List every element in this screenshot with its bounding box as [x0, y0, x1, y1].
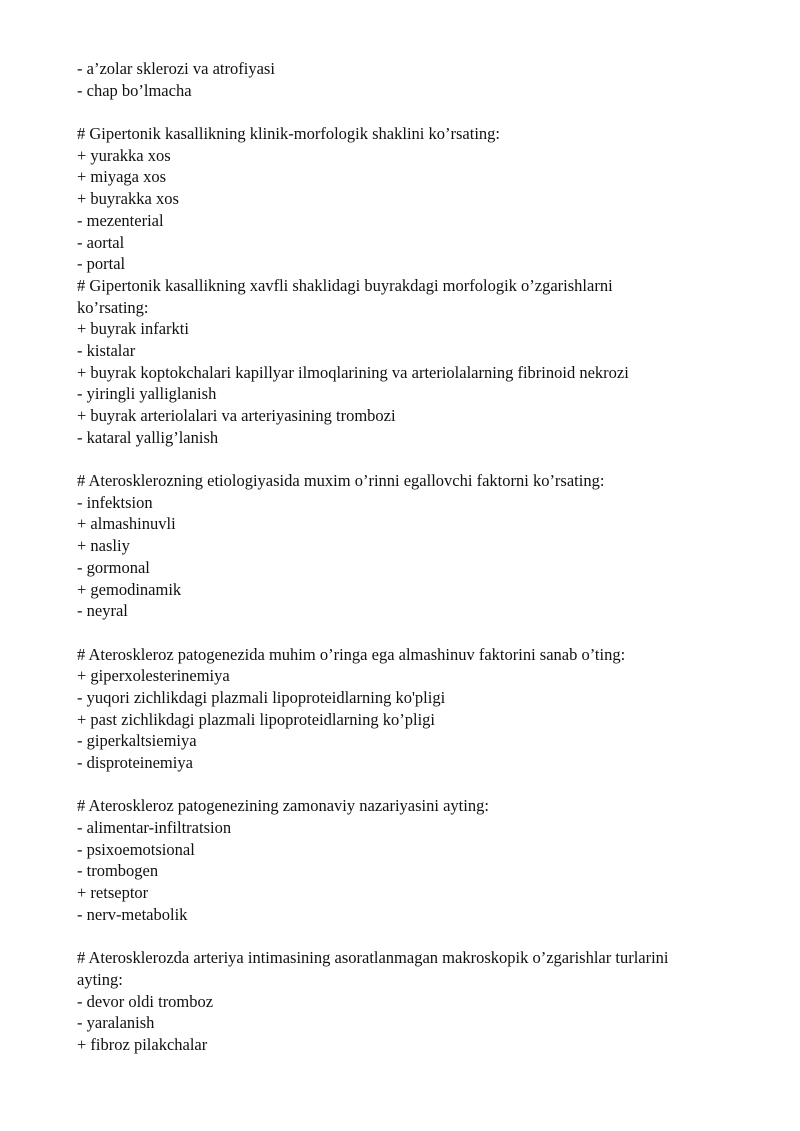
blank-line — [77, 101, 767, 123]
correct-answer-line: + buyrak arteriolalari va arteriyasining trombozi — [77, 406, 396, 425]
correct-answer-line: + gemodinamik — [77, 579, 182, 599]
answer-line: - nerv-metabolik — [77, 904, 188, 924]
question-line: # Gipertonik kasallikning klinik-morfologik shaklini ko’rsating: — [77, 124, 500, 144]
text-line: ko’rsating: — [77, 297, 149, 317]
blank-line — [77, 622, 767, 644]
blank-line — [77, 926, 767, 948]
correct-answer-line: + miyaga xos — [77, 167, 167, 187]
answer-line: - psixoemotsional — [77, 839, 195, 859]
correct-answer-line: + retseptor — [77, 883, 149, 903]
correct-answer-line: + past zichlikdagi plazmali lipoproteidlarning ko’pligi — [77, 709, 436, 729]
question-line: # Ateroskleroz patogenezida muhim o’ringa ega almashinuv faktorini sanab o’ting: — [77, 644, 626, 664]
correct-answer-line: + giperxolesterinemiya — [77, 666, 230, 686]
answer-line: - yiringli yalliglanish — [77, 384, 217, 404]
correct-answer-line: + buyrakka xos — [77, 189, 179, 209]
correct-answer-line: + yurakka xos — [77, 145, 171, 165]
answer-line: - neyral — [77, 601, 128, 621]
correct-answer-line: + buyrak infarkti — [77, 319, 189, 339]
answer-line: - yaralanish — [77, 1013, 155, 1033]
text-line: ayting: — [77, 969, 123, 989]
correct-answer-line: + fibroz pilakchalar — [77, 1034, 208, 1054]
question-line: # Aterosklerozda arteriya intimasining asoratlanmagan makroskopik o’zgarishlar turlarini — [77, 948, 669, 968]
answer-line: - gormonal — [77, 557, 150, 577]
document-text — [77, 58, 767, 1056]
answer-line: - yuqori zichlikdagi plazmali lipoproteidlarning ko'pligi — [77, 687, 446, 707]
answer-line: - portal — [77, 254, 126, 274]
blank-line — [77, 448, 767, 470]
answer-line: - devor oldi tromboz — [77, 991, 214, 1011]
answer-line: - a’zolar sklerozi va atrofiyasi — [77, 59, 275, 78]
question-line: # Gipertonik kasallikning xavfli shaklidagi buyrakdagi morfologik o’zgarishlarni — [77, 275, 613, 295]
blank-line — [77, 774, 767, 796]
answer-line: - giperkaltsiemiya — [77, 731, 197, 751]
answer-line: - disproteinemiya — [77, 753, 193, 772]
answer-line: - chap bo’lmacha — [77, 80, 192, 100]
question-line: # Aterosklerozning etiologiyasida muxim o’rinni egallovchi faktorni ko’rsating: — [77, 471, 605, 491]
answer-line: - aortal — [77, 232, 125, 252]
question-line: # Ateroskleroz patogenezining zamonaviy nazariyasini ayting: — [77, 796, 489, 816]
answer-line: - infektsion — [77, 492, 153, 512]
answer-line: - kataral yallig’lanish — [77, 427, 219, 447]
correct-answer-line: + buyrak koptokchalari kapillyar ilmoqlarining va arteriolalarning fibrinoid nekrozi — [77, 362, 629, 382]
answer-line: - trombogen — [77, 861, 159, 881]
correct-answer-line: + nasliy — [77, 536, 130, 556]
answer-line: - alimentar-infiltratsion — [77, 818, 232, 838]
correct-answer-line: + almashinuvli — [77, 514, 176, 534]
answer-line: - kistalar — [77, 340, 136, 360]
answer-line: - mezenterial — [77, 210, 164, 230]
